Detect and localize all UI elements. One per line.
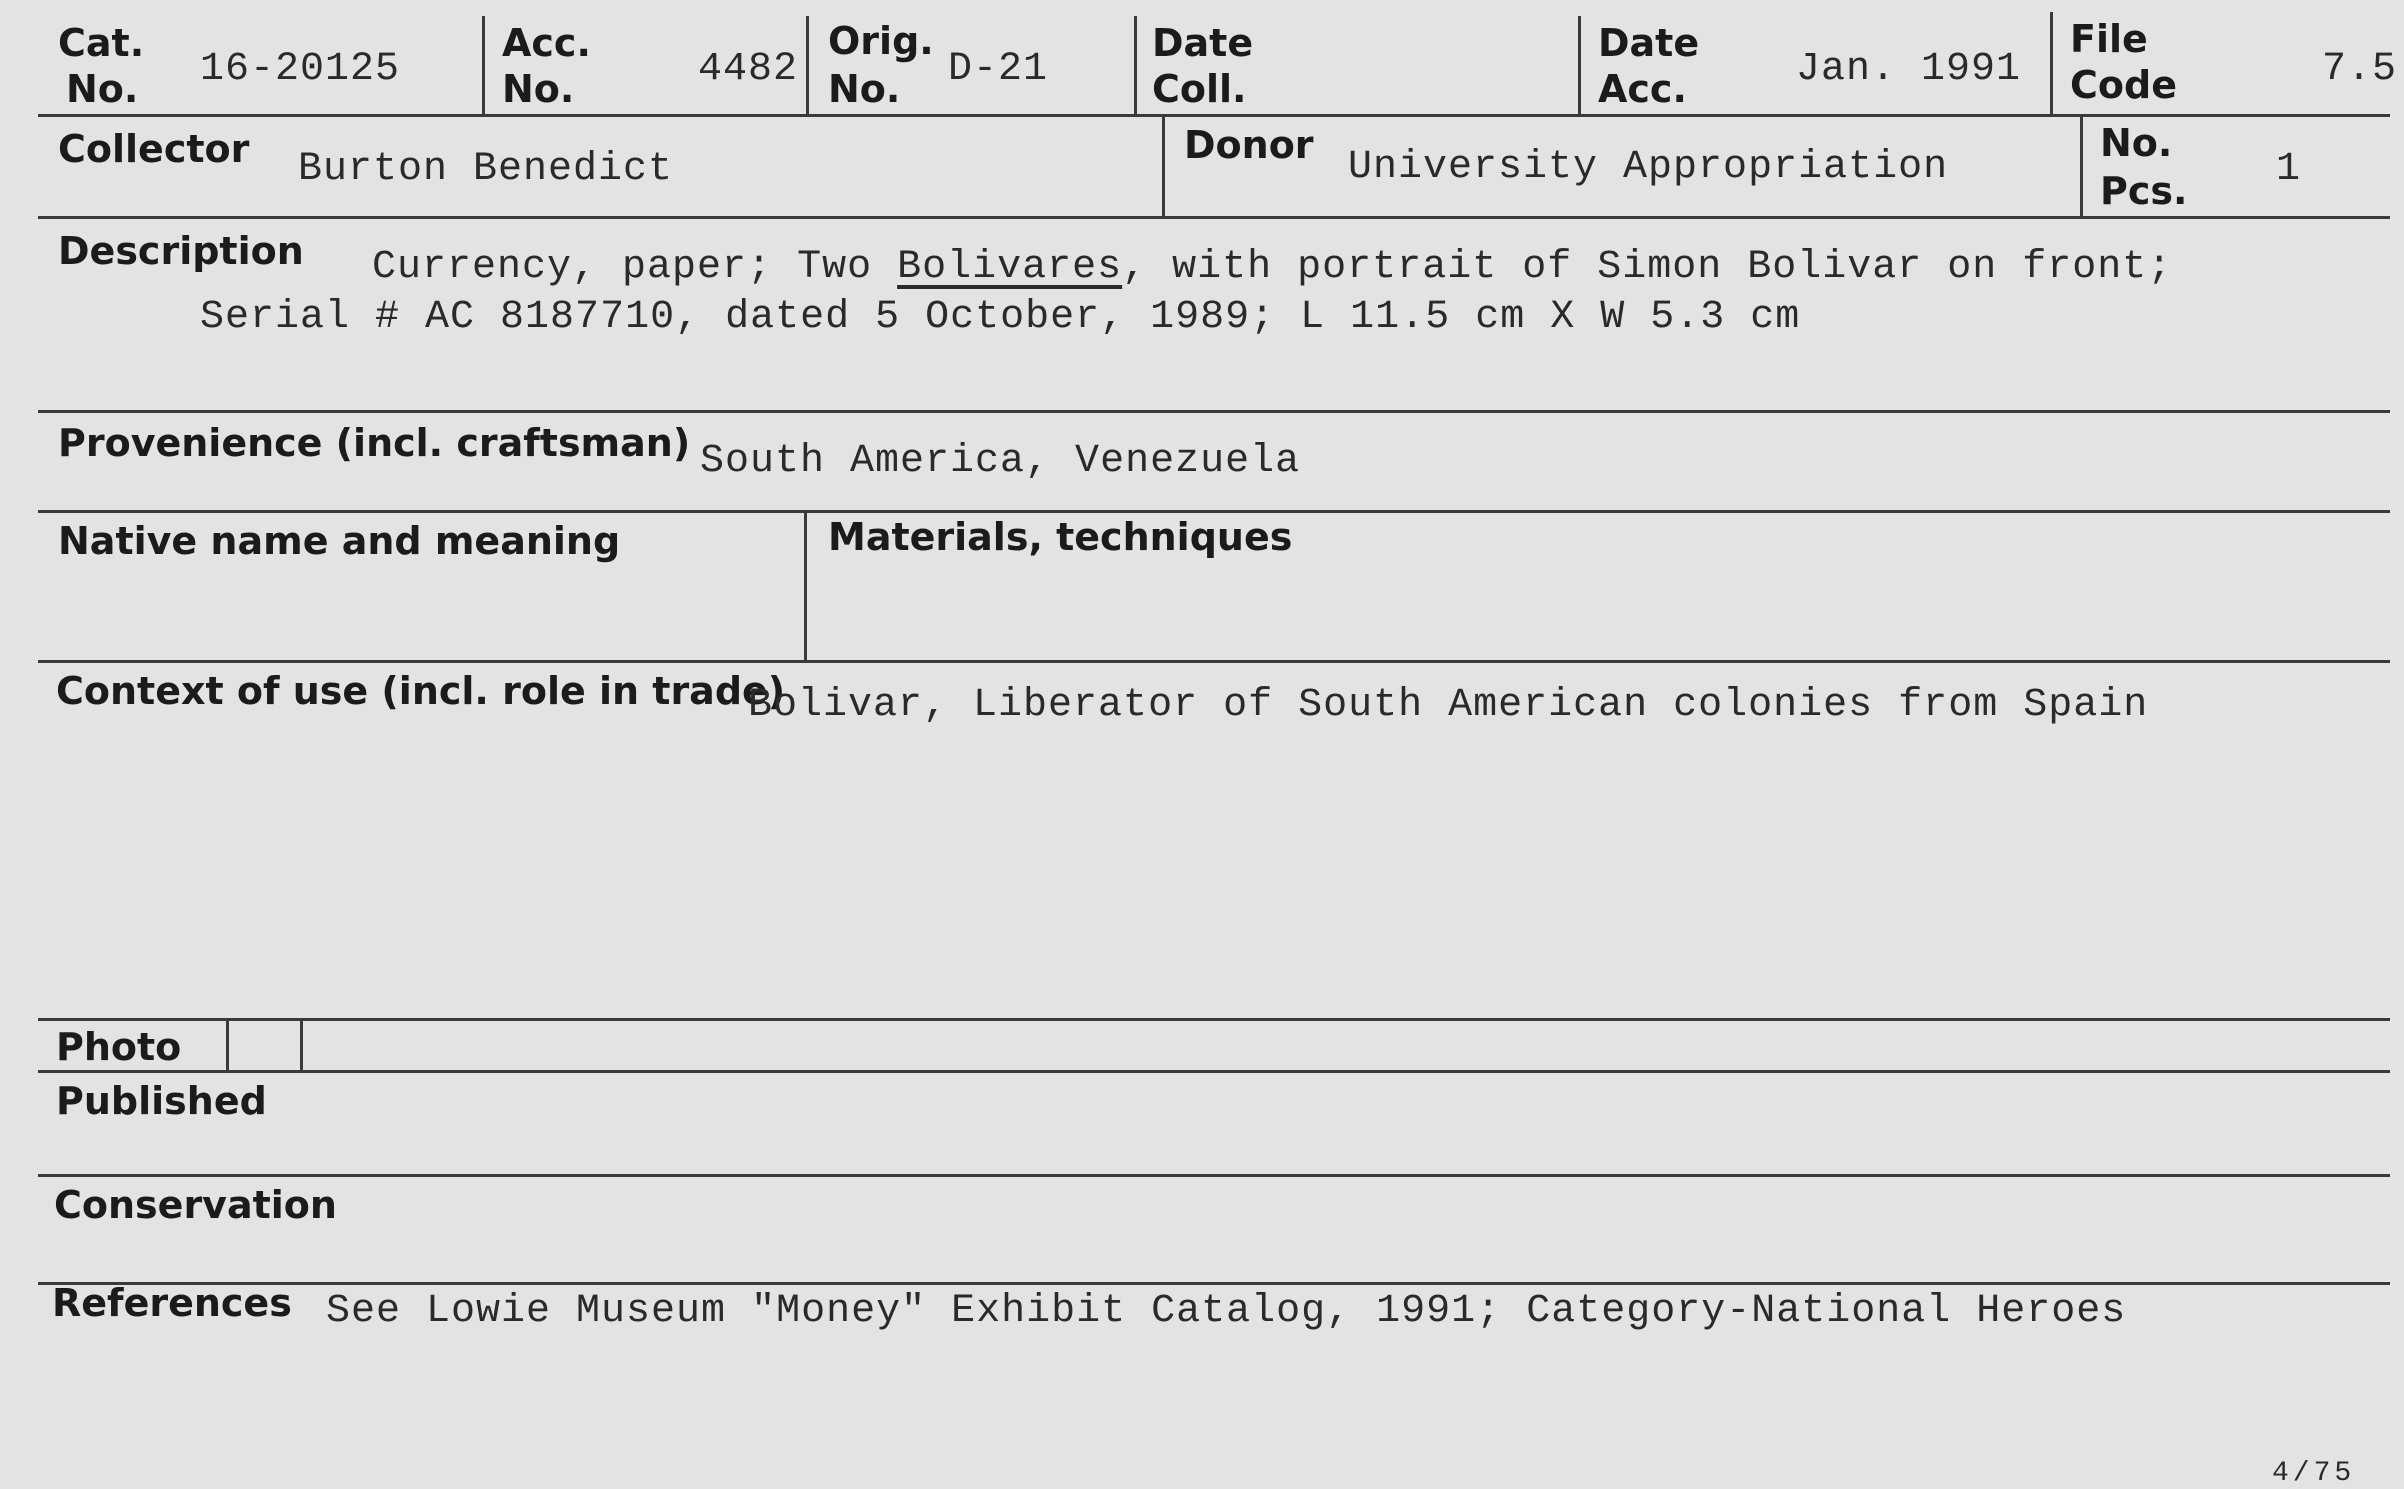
acc-no-label-1: Acc. (502, 21, 591, 65)
cat-no-value: 16-20125 (200, 47, 401, 92)
divider (1162, 116, 1165, 216)
date-acc-label-1: Date (1598, 21, 1700, 65)
no-pcs-label-1: No. (2100, 121, 2173, 165)
divider (1134, 16, 1137, 114)
divider (1578, 16, 1581, 114)
no-pcs-label-2: Pcs. (2100, 169, 2188, 213)
description-text: Currency, paper; Two (372, 245, 898, 290)
rule (38, 216, 2390, 219)
rule (38, 1282, 2390, 1285)
rule (38, 660, 2390, 663)
materials-label: Materials, techniques (828, 515, 1293, 559)
form-code: 4/75 (2272, 1458, 2356, 1489)
conservation-label: Conservation (54, 1183, 337, 1227)
date-coll-label-2: Coll. (1152, 67, 1247, 111)
rule (38, 1174, 2390, 1177)
orig-no-label-1: Orig. (828, 19, 934, 63)
provenience-value: South America, Venezuela (700, 439, 1301, 484)
native-name-label: Native name and meaning (58, 519, 621, 563)
orig-no-label-2: No. (828, 67, 901, 111)
acc-no-value: 4482 (698, 47, 799, 92)
description-line-2: Serial # AC 8187710, dated 5 October, 1989; L 11.5 cm X W 5.3 cm (200, 295, 1801, 340)
file-code-label-1: File (2070, 17, 2148, 61)
date-coll-label-1: Date (1152, 21, 1254, 65)
published-label: Published (56, 1079, 267, 1123)
description-text: , with portrait of Simon Bolivar on front; (1122, 245, 2173, 290)
references-label: References (52, 1281, 292, 1325)
references-value: See Lowie Museum "Money" Exhibit Catalog, 1991; Category-National Heroes (326, 1289, 2127, 1334)
divider (226, 1020, 229, 1072)
divider (300, 1020, 303, 1072)
provenience-label: Provenience (incl. craftsman) (58, 421, 691, 465)
acc-no-label-2: No. (502, 67, 575, 111)
donor-value: University Appropriation (1348, 145, 1949, 190)
collector-label: Collector (58, 127, 250, 171)
date-acc-value: Jan. 1991 (1796, 47, 2022, 92)
cat-no-label-2: No. (66, 67, 139, 111)
divider (2080, 116, 2083, 216)
context-label: Context of use (incl. role in trade) (56, 669, 786, 713)
donor-label: Donor (1184, 123, 1314, 167)
file-code-label-2: Code (2070, 63, 2177, 107)
no-pcs-value: 1 (2276, 147, 2302, 192)
cat-no-label-1: Cat. (58, 21, 145, 65)
divider (806, 16, 809, 114)
rule (38, 1018, 2390, 1021)
divider (2050, 12, 2053, 116)
description-label: Description (58, 229, 304, 273)
file-code-value: 7.5 (2322, 47, 2398, 92)
context-value: Bolivar, Liberator of South American colonies from Spain (748, 683, 2149, 728)
description-line-1 (372, 244, 2172, 292)
rule (38, 510, 2390, 513)
description-underlined-term: Bolivares (897, 245, 1123, 290)
rule (38, 114, 2390, 117)
orig-no-value: D-21 (948, 47, 1049, 92)
rule (38, 1070, 2390, 1073)
divider (804, 512, 807, 662)
divider (482, 16, 485, 114)
date-acc-label-2: Acc. (1598, 67, 1687, 111)
collector-value: Burton Benedict (298, 147, 674, 192)
photo-label: Photo (56, 1025, 182, 1069)
rule (38, 410, 2390, 413)
